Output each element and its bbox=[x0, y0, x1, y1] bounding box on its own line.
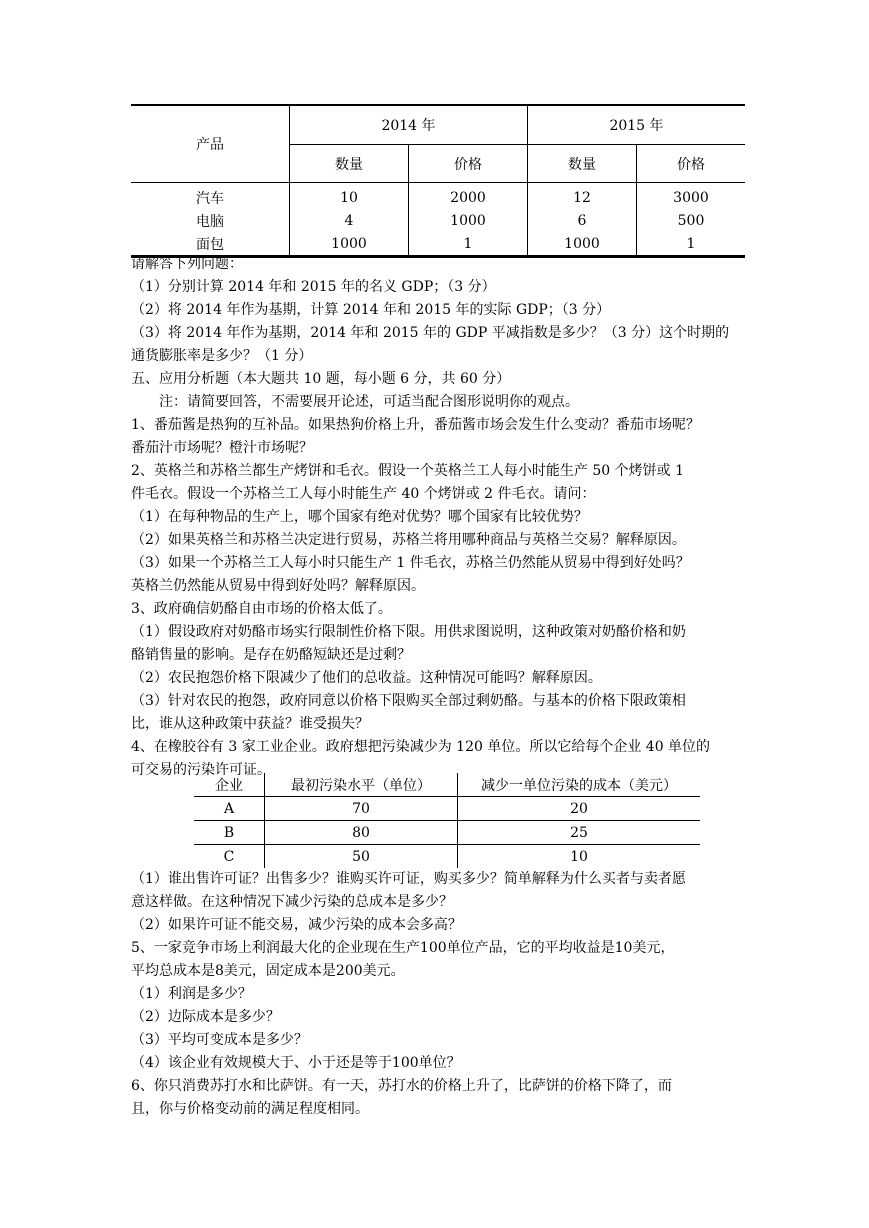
pollution-table bbox=[194, 773, 700, 868]
text-line: 4、在橡胶谷有 3 家工业企业。政府想把污染减少为 120 单位。所以它给每个企业 40 单位的 bbox=[131, 739, 711, 755]
price-2014: 1 bbox=[409, 232, 528, 257]
initial-pollution: 70 bbox=[265, 797, 458, 821]
text-line: 番茄汁市场呢？橙汁市场呢？ bbox=[131, 440, 313, 456]
product-name: 面包 bbox=[131, 232, 290, 257]
initial-pollution: 50 bbox=[265, 845, 458, 869]
reduction-cost: 10 bbox=[458, 845, 701, 869]
table-row bbox=[194, 845, 700, 869]
table-row bbox=[194, 821, 700, 845]
text-line: 且，你与价格变动前的满足程度相同。 bbox=[131, 1101, 369, 1117]
product-header: 产品 bbox=[131, 105, 290, 183]
qty-2015: 1000 bbox=[528, 232, 637, 257]
text-line: （1）利润是多少？ bbox=[131, 986, 252, 1002]
text-line: 3、政府确信奶酪自由市场的价格太低了。 bbox=[131, 601, 392, 617]
text-line: （2）如果英格兰和苏格兰决定进行贸易，苏格兰将用哪种商品与英格兰交易？解释原因。 bbox=[131, 532, 686, 548]
firm-header: 企业 bbox=[194, 773, 265, 797]
text-line: 5、一家竞争市场上利润最大化的企业现在生产100单位产品，它的平均收益是10美元， bbox=[131, 940, 675, 956]
price-2014: 1000 bbox=[409, 209, 528, 232]
qty-2015-header: 数量 bbox=[528, 145, 637, 183]
price-2015: 500 bbox=[637, 209, 746, 232]
table-row bbox=[131, 232, 745, 257]
table-row bbox=[131, 183, 745, 210]
product-name: 电脑 bbox=[196, 213, 224, 230]
text-line: （3）针对农民的抱怨，政府同意以价格下限购买全部过剩奶酪。与基本的价格下限政策相 bbox=[131, 693, 686, 709]
price-2015: 3000 bbox=[637, 183, 746, 210]
price-2015-header: 价格 bbox=[637, 145, 746, 183]
table-row bbox=[194, 797, 700, 821]
firm-name: A bbox=[194, 797, 265, 821]
firm-name: B bbox=[194, 821, 265, 845]
initial-pollution: 80 bbox=[265, 821, 458, 845]
qty-2014-header: 数量 bbox=[290, 145, 409, 183]
firm-name: C bbox=[223, 848, 235, 865]
text-line: 酪销售量的影响。是存在奶酪短缺还是过剩？ bbox=[131, 647, 411, 663]
initial-pollution-header: 最初污染水平（单位） bbox=[265, 773, 458, 797]
text-line: （3）平均可变成本是多少？ bbox=[131, 1032, 308, 1048]
text-line: 可交易的污染许可证。 bbox=[131, 762, 271, 778]
price-2015: 1 bbox=[637, 232, 746, 257]
text-line: 英格兰仍然能从贸易中得到好处吗？解释原因。 bbox=[131, 578, 425, 594]
text-line: （2）如果许可证不能交易，减少污染的成本会多高？ bbox=[131, 917, 462, 933]
text-line: 意这样做。在这种情况下减少污染的总成本是多少？ bbox=[131, 894, 453, 910]
reduction-cost: 25 bbox=[458, 821, 701, 845]
text-line: 比，谁从这种政策中获益？谁受损失？ bbox=[131, 716, 369, 732]
qty-2015: 6 bbox=[528, 209, 637, 232]
product-name: 汽车 bbox=[196, 190, 224, 207]
text-line: （1）分别计算 2014 年和 2015 年的名义 GDP；（3 分） bbox=[131, 279, 496, 295]
price-2014: 2000 bbox=[409, 183, 528, 210]
qty-2014: 1000 bbox=[290, 232, 409, 257]
price-2014-header: 价格 bbox=[409, 145, 528, 183]
gdp-data-table bbox=[131, 104, 745, 258]
text-line: 2、英格兰和苏格兰都生产烤饼和毛衣。假设一个英格兰工人每小时能生产 50 个烤饼或 1 bbox=[131, 463, 684, 479]
text-line: （4）该企业有效规模大于、小于还是等于100单位？ bbox=[131, 1055, 461, 1071]
text-line: （3）如果一个苏格兰工人每小时只能生产 1 件毛衣，苏格兰仍然能从贸易中得到好处吗？ bbox=[131, 555, 690, 571]
text-line: 件毛衣。假设一个苏格兰工人每小时能生产 40 个烤饼或 2 件毛衣。请问： bbox=[131, 486, 596, 502]
text-line: 平均总成本是8美元，固定成本是200美元。 bbox=[131, 963, 405, 979]
text-line: （2）将 2014 年作为基期，计算 2014 年和 2015 年的实际 GDP；（3 分） bbox=[131, 302, 611, 318]
text-line: （2）边际成本是多少？ bbox=[131, 1009, 280, 1025]
text-line: 通货膨胀率是多少？（1 分） bbox=[131, 348, 313, 364]
text-line: （1）谁出售许可证？出售多少？谁购买许可证，购买多少？简单解释为什么买者与卖者愿 bbox=[131, 871, 686, 887]
reduction-cost: 20 bbox=[458, 797, 701, 821]
table-row bbox=[131, 209, 745, 232]
section-heading: 五、应用分析题（本大题共 10 题，每小题 6 分，共 60 分） bbox=[131, 371, 511, 387]
cost-header: 减少一单位污染的成本（美元） bbox=[458, 773, 701, 797]
qty-2014: 4 bbox=[290, 209, 409, 232]
note-line: 注：请简要回答，不需要展开论述，可适当配合图形说明你的观点。 bbox=[159, 394, 579, 410]
text-line: （1）假设政府对奶酪市场实行限制性价格下限。用供求图说明，这种政策对奶酪价格和奶 bbox=[131, 624, 686, 640]
text-line: （3）将 2014 年作为基期，2014 年和 2015 年的 GDP 平减指数是多少？（3 分）这个时期的 bbox=[131, 325, 730, 341]
year-2015-header: 2015 年 bbox=[528, 105, 746, 145]
text-line: （1）在每种物品的生产上，哪个国家有绝对优势？哪个国家有比较优势？ bbox=[131, 509, 588, 525]
text-line: 请解答下列问题： bbox=[131, 256, 243, 272]
qty-2014: 10 bbox=[290, 183, 409, 210]
text-line: （2）农民抱怨价格下限减少了他们的总收益。这种情况可能吗？解释原因。 bbox=[131, 670, 602, 686]
text-line: 1、番茄酱是热狗的互补品。如果热狗价格上升，番茄酱市场会发生什么变动？番茄市场呢？ bbox=[131, 417, 700, 433]
text-line: 6、你只消费苏打水和比萨饼。有一天，苏打水的价格上升了，比萨饼的价格下降了，而 bbox=[131, 1078, 672, 1094]
year-2014-header: 2014 年 bbox=[290, 105, 528, 145]
qty-2015: 12 bbox=[528, 183, 637, 210]
